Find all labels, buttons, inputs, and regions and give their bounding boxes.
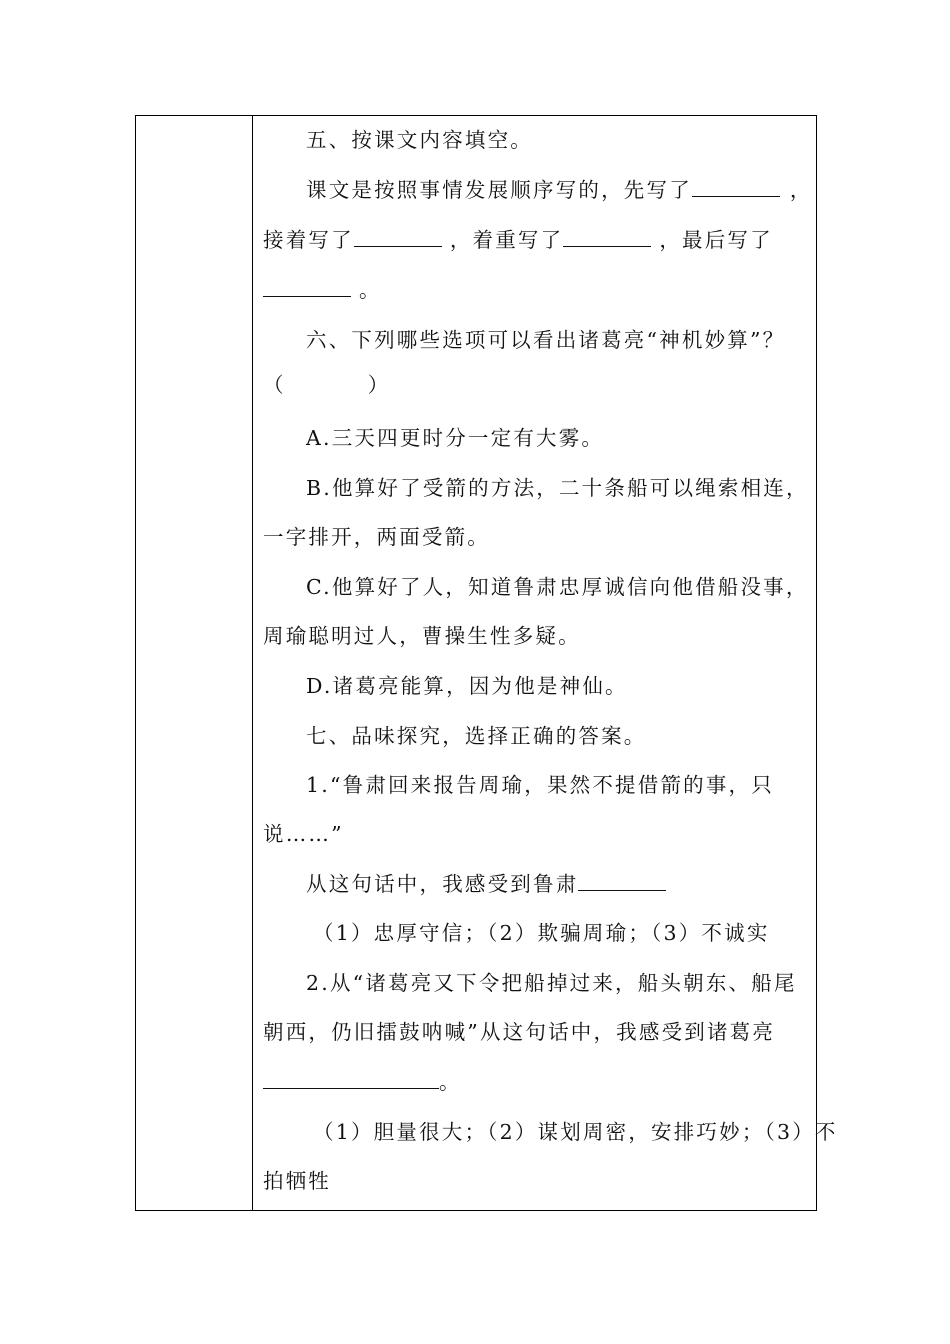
q5-blank-3[interactable] <box>563 226 651 247</box>
q5-line3-end: 。 <box>359 278 382 302</box>
q5-line-1 <box>263 176 813 204</box>
q6-option-c-line-1: C.他算好了人，知道鲁肃忠厚诚信向他借船没事， <box>306 575 809 599</box>
q7-item1-prompt-line <box>263 870 806 898</box>
q5-title: 五、按课文内容填空。 <box>306 128 533 152</box>
q7-item2-line-2: 朝西，仍旧擂鼓呐喊”从这句话中，我感受到诸葛亮 <box>263 1020 776 1044</box>
left-column-cell <box>136 116 253 1210</box>
q6-option-b-line-2: 一字排开，两面受箭。 <box>263 525 490 549</box>
q7-item1-line-1: 1.“鲁肃回来报告周瑜，果然不提借箭的事，只 <box>306 773 774 797</box>
content-cell <box>253 116 838 1210</box>
q5-line-2 <box>263 226 806 254</box>
q7-item1-line-2: 说……” <box>263 822 344 846</box>
q6-title: 六、下列哪些选项可以看出诸葛亮“神机妙算”？ <box>306 328 786 352</box>
q7-item2-end: 。 <box>439 1070 462 1094</box>
q5-line2-text-b: ，着重写了 <box>449 228 564 252</box>
q7-item2-choices-line-2: 拍牺牲 <box>263 1169 332 1193</box>
q7-item1-prompt: 从这句话中，我感受到鲁肃 <box>306 872 579 896</box>
q7-item2-blank-line <box>263 1068 806 1096</box>
q6-paren-close: ） <box>367 373 391 397</box>
q5-blank-4[interactable] <box>263 276 351 297</box>
q7-item2-blank[interactable] <box>263 1068 439 1089</box>
q7-title: 七、品味探究，选择正确的答案。 <box>306 724 647 748</box>
q6-option-c-line-2: 周瑜聪明过人，曹操生性多疑。 <box>263 624 581 648</box>
q5-blank-1[interactable] <box>692 176 780 197</box>
q5-line1-text: 课文是按照事情发展顺序写的，先写了 <box>306 178 692 202</box>
q5-blank-2[interactable] <box>354 226 442 247</box>
q7-item2-line-1: 2.从“诸葛亮又下令把船掉过来，船头朝东、船尾 <box>306 971 797 995</box>
q7-item1-choices: （1）忠厚守信；（2）欺骗周瑜；（3）不诚实 <box>313 921 770 945</box>
q6-option-b-line-1: B.他算好了受箭的方法，二十条船可以绳索相连， <box>306 476 809 500</box>
q7-item2-choices-line-1: （1）胆量很大；（2）谋划周密，安排巧妙；（3）不 <box>313 1120 838 1144</box>
q6-answer-parens <box>263 371 806 399</box>
worksheet-table <box>135 115 838 1211</box>
q5-line2-text-c: ，最后写了 <box>659 228 773 252</box>
q5-line1-comma: ， <box>789 178 813 202</box>
q5-line2-text-a: 接着写了 <box>263 228 354 252</box>
q6-option-a: A.三天四更时分一定有大雾。 <box>306 426 605 450</box>
q6-paren-open: （ <box>263 373 286 397</box>
q5-line-3 <box>263 276 806 304</box>
q7-item1-blank[interactable] <box>578 870 666 891</box>
q6-option-d: D.诸葛亮能算，因为他是神仙。 <box>306 674 628 698</box>
